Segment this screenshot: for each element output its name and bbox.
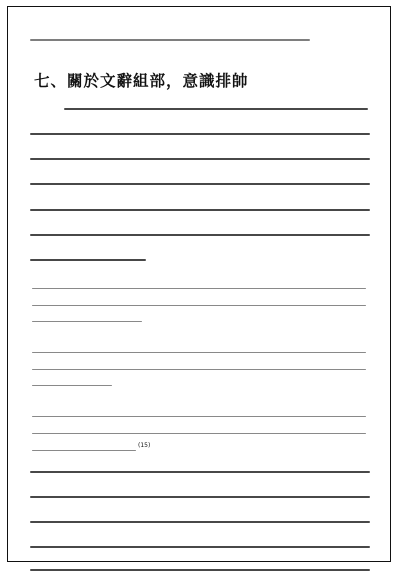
text-line xyxy=(30,259,146,261)
text-line xyxy=(30,471,370,473)
text-line xyxy=(32,450,136,451)
section-heading: 七、關於文辭組部，意識排帥 xyxy=(34,71,249,90)
document-page xyxy=(7,6,391,562)
text-line xyxy=(32,369,366,370)
text-line xyxy=(32,352,366,353)
text-line xyxy=(32,416,366,417)
text-line xyxy=(32,288,366,289)
text-line xyxy=(30,183,370,185)
text-line xyxy=(32,321,142,322)
text-line xyxy=(30,496,370,498)
footnote-mark: (15) xyxy=(138,442,151,449)
text-line xyxy=(64,108,368,110)
text-line xyxy=(32,305,366,306)
text-line xyxy=(30,158,370,160)
text-line xyxy=(32,385,112,386)
text-line xyxy=(30,133,370,135)
text-line xyxy=(30,546,370,548)
text-line xyxy=(30,521,370,523)
text-line xyxy=(30,209,370,211)
text-line xyxy=(30,39,310,41)
text-line xyxy=(32,433,366,434)
text-line xyxy=(30,234,370,236)
